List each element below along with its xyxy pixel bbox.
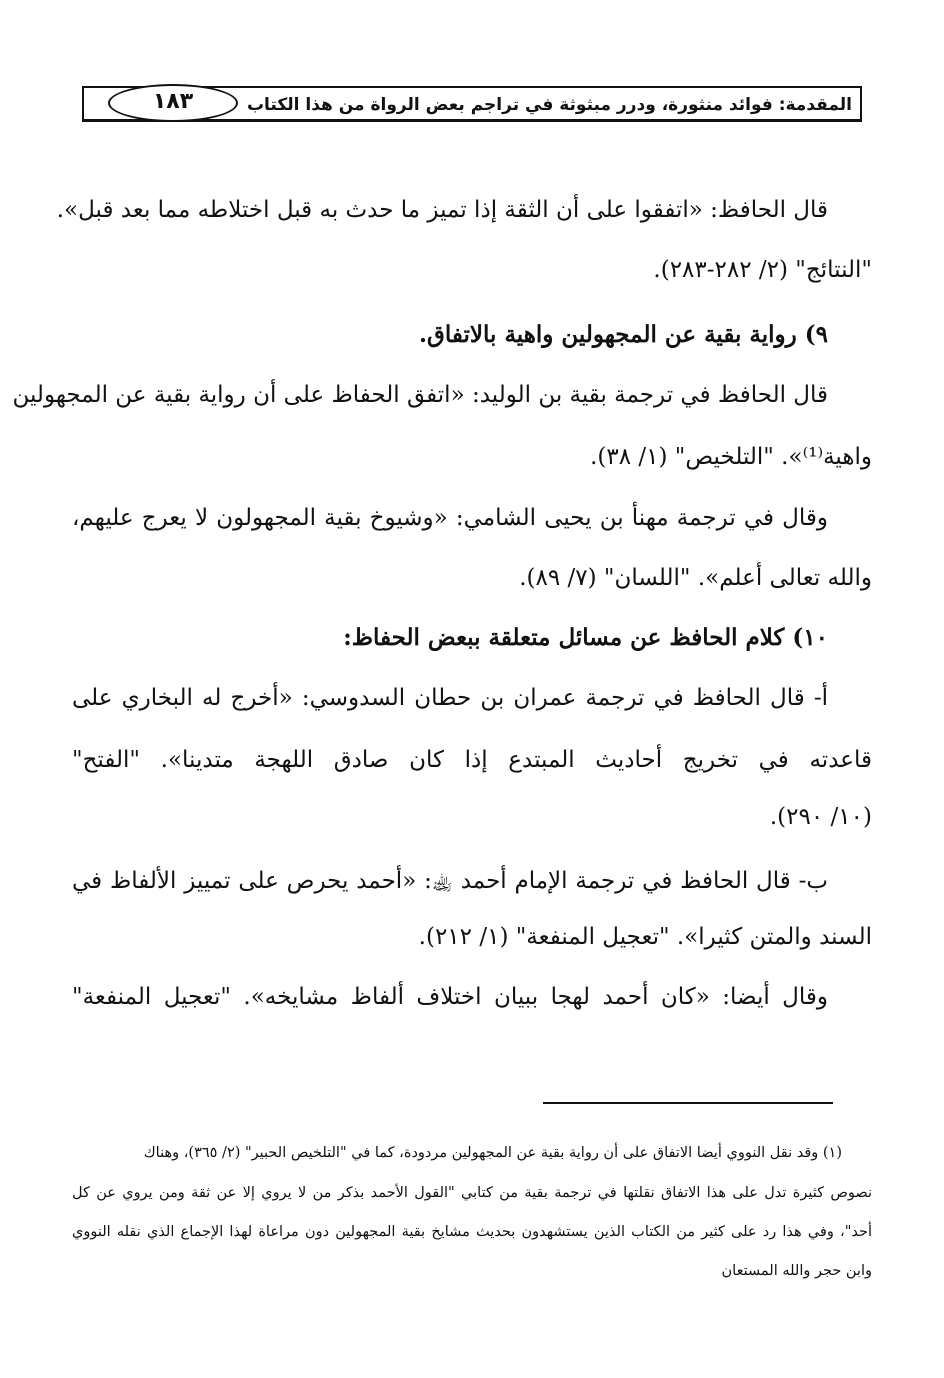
body-line-11: (١٠/ ٢٩٠). [769,804,872,830]
body-line-9: أ- قال الحافظ في ترجمة عمران بن حطان السدوسي: «أخرج له البخاري على [72,685,828,711]
body-line-13: السند والمتن كثيرا». "تعجيل المنفعة" (١/ ٢١٢). [418,924,872,950]
footnote-line-2: نصوص كثيرة تدل على هذا الاتفاق نقلتها في ترجمة بقية من كتابي "القول الأحمد بذكر من لا يروي إلا عن ثقة ومن يروي عن كل [72,1185,872,1201]
body-line-1: قال الحافظ: «اتفقوا على أن الثقة إذا تميز ما حدث به قبل اختلاطه مما بعد قبل». [56,197,828,223]
body-line-6: وقال في ترجمة مهنأ بن يحيى الشامي: «وشيوخ بقية المجهولون لا يعرج عليهم، [72,505,828,531]
body-line-14: وقال أيضا: «كان أحمد لهجا ببيان اختلاف ألفاظ مشايخه». "تعجيل المنفعة" [72,984,828,1010]
body-line-5: واهية⁽¹⁾». "التلخيص" (١/ ٣٨). [590,444,872,470]
footnote-line-1: (١) وقد نقل النووي أيضا الاتفاق على أن رواية بقية عن المجهولين مردودة، كما في "التلخيص الحبير" (٢/ ٣٦٥)، وهناك [143,1145,842,1161]
body-line-7: والله تعالى أعلم». "اللسان" (٧/ ٨٩). [519,565,872,591]
body-line-10: قاعدته في تخريج أحاديث المبتدع إذا كان صادق اللهجة متدينا». "الفتح" [72,747,872,773]
section-heading-10: ١٠) كلام الحافظ عن مسائل متعلقة ببعض الحفاظ: [343,624,828,651]
header-title: المقدمة: فوائد منثورة، ودرر مبثوثة في تراجم بعض الرواة من هذا الكتاب [246,95,852,115]
section-heading-9: ٩) رواية بقية عن المجهولين واهية بالاتفاق. [419,321,828,348]
page-number: ١٨٣ [108,84,238,122]
footnote-line-4: وابن حجر والله المستعان [721,1263,872,1279]
footnote-line-3: أحد"، وفي هذا رد على كثير من الكتاب الذين يستشهدون بحديث مشايخ بقية المجهولين دون مراعاة لهذا الإجماع الذي نقله النووي [72,1224,872,1240]
body-line-4: قال الحافظ في ترجمة بقية بن الوليد: «اتفق الحفاظ على أن رواية بقية عن المجهولين [12,382,828,408]
body-line-12: ب- قال الحافظ في ترجمة الإمام أحمد ﵀: «أحمد يحرص على تمييز الألفاظ في [72,868,828,894]
body-line-2: "النتائج" (٢/ ٢٨٢-٢٨٣). [653,257,872,283]
footnote-separator [543,1102,833,1104]
running-header [82,86,862,122]
